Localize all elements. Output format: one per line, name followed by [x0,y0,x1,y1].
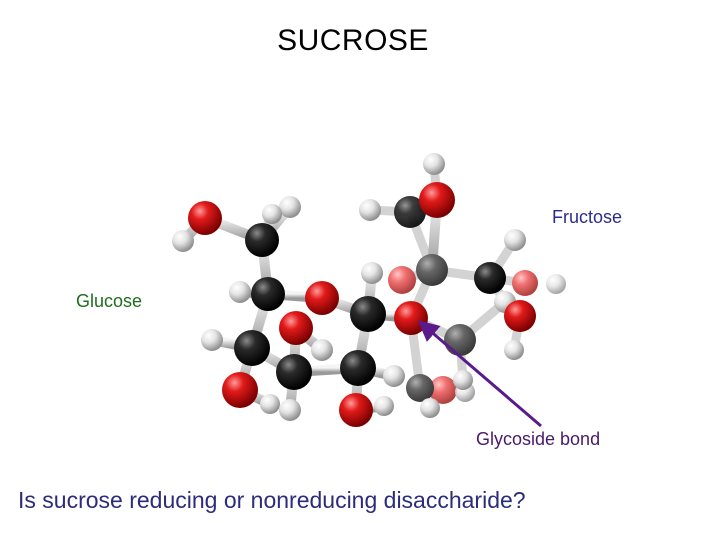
fructose-label: Fructose [552,207,623,227]
question-text: Is sucrose reducing or nonreducing disaccharide? [18,487,526,513]
glycoside-bond-label: Glycoside bond [476,429,601,449]
slide-title: SUCROSE [277,24,429,57]
glucose-label: Glucose [76,291,143,311]
